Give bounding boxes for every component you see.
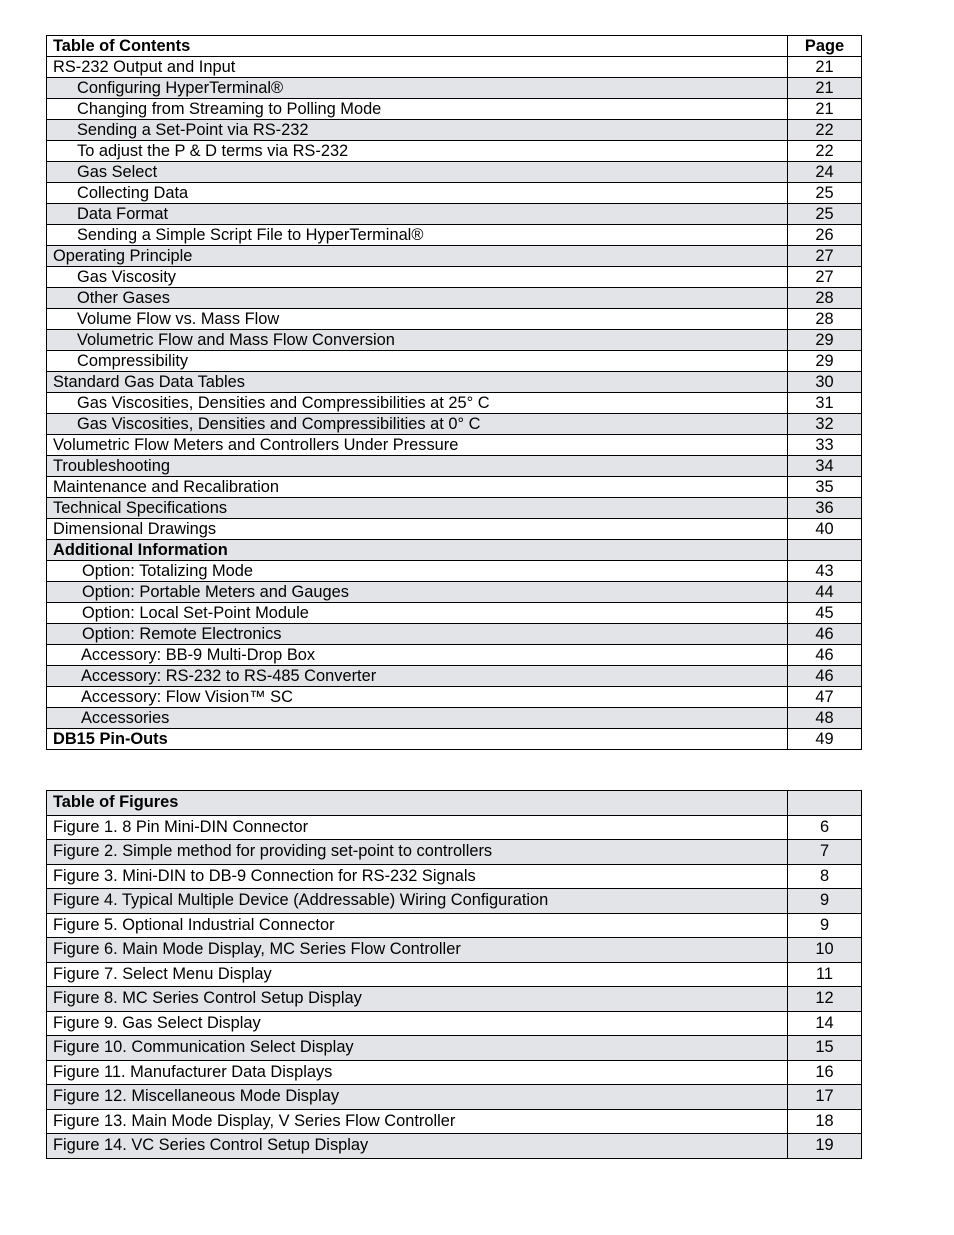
toc-row[interactable] bbox=[47, 666, 862, 687]
toc-entry-title: Dimensional Drawings bbox=[47, 519, 788, 540]
tof-entry-title: Figure 3. Mini-DIN to DB-9 Connection for RS-232 Signals bbox=[47, 864, 788, 889]
toc-row[interactable] bbox=[47, 141, 862, 162]
toc-row[interactable] bbox=[47, 540, 862, 561]
toc-entry-page: 25 bbox=[788, 204, 862, 225]
toc-entry-title: DB15 Pin-Outs bbox=[47, 729, 788, 750]
toc-entry-page: 22 bbox=[788, 120, 862, 141]
toc-entry-page: 45 bbox=[788, 603, 862, 624]
toc-row[interactable] bbox=[47, 456, 862, 477]
toc-row[interactable] bbox=[47, 78, 862, 99]
toc-row[interactable] bbox=[47, 603, 862, 624]
toc-entry-page: 43 bbox=[788, 561, 862, 582]
toc-entry-title: Gas Viscosity bbox=[47, 267, 788, 288]
toc-entry-page: 46 bbox=[788, 666, 862, 687]
tof-entry-title: Figure 11. Manufacturer Data Displays bbox=[47, 1060, 788, 1085]
tof-row[interactable] bbox=[47, 962, 862, 987]
tof-entry-page: 18 bbox=[788, 1109, 862, 1134]
toc-row[interactable] bbox=[47, 372, 862, 393]
table-of-contents bbox=[46, 35, 862, 750]
tof-row[interactable] bbox=[47, 913, 862, 938]
tof-body bbox=[47, 815, 862, 1158]
tof-entry-page: 14 bbox=[788, 1011, 862, 1036]
toc-entry-page: 40 bbox=[788, 519, 862, 540]
tof-row[interactable] bbox=[47, 938, 862, 963]
toc-row[interactable] bbox=[47, 435, 862, 456]
toc-row[interactable] bbox=[47, 309, 862, 330]
toc-row[interactable] bbox=[47, 687, 862, 708]
toc-entry-title: To adjust the P & D terms via RS-232 bbox=[47, 141, 788, 162]
toc-entry-page: 21 bbox=[788, 57, 862, 78]
toc-row[interactable] bbox=[47, 246, 862, 267]
toc-entry-page: 30 bbox=[788, 372, 862, 393]
toc-entry-page: 28 bbox=[788, 288, 862, 309]
toc-entry-page: 46 bbox=[788, 624, 862, 645]
toc-row[interactable] bbox=[47, 582, 862, 603]
toc-entry-title: Accessories bbox=[47, 708, 788, 729]
toc-row[interactable] bbox=[47, 57, 862, 78]
tof-entry-page: 15 bbox=[788, 1036, 862, 1061]
toc-entry-page: 24 bbox=[788, 162, 862, 183]
tof-entry-title: Figure 14. VC Series Control Setup Display bbox=[47, 1134, 788, 1159]
toc-row[interactable] bbox=[47, 729, 862, 750]
toc-entry-page bbox=[788, 540, 862, 561]
toc-row[interactable] bbox=[47, 288, 862, 309]
tof-entry-page: 9 bbox=[788, 913, 862, 938]
tof-entry-title: Figure 10. Communication Select Display bbox=[47, 1036, 788, 1061]
tof-row[interactable] bbox=[47, 1060, 862, 1085]
tof-row[interactable] bbox=[47, 889, 862, 914]
toc-row[interactable] bbox=[47, 708, 862, 729]
toc-entry-page: 33 bbox=[788, 435, 862, 456]
tof-entry-title: Figure 5. Optional Industrial Connector bbox=[47, 913, 788, 938]
toc-row[interactable] bbox=[47, 204, 862, 225]
tof-entry-page: 17 bbox=[788, 1085, 862, 1110]
toc-row[interactable] bbox=[47, 183, 862, 204]
toc-entry-title: Operating Principle bbox=[47, 246, 788, 267]
tof-row[interactable] bbox=[47, 1036, 862, 1061]
tof-row[interactable] bbox=[47, 864, 862, 889]
toc-row[interactable] bbox=[47, 624, 862, 645]
toc-entry-page: 27 bbox=[788, 267, 862, 288]
toc-row[interactable] bbox=[47, 414, 862, 435]
tof-entry-page: 8 bbox=[788, 864, 862, 889]
toc-entry-page: 29 bbox=[788, 330, 862, 351]
tof-entry-title: Figure 7. Select Menu Display bbox=[47, 962, 788, 987]
toc-row[interactable] bbox=[47, 99, 862, 120]
tof-entry-title: Figure 6. Main Mode Display, MC Series Flow Controller bbox=[47, 938, 788, 963]
tof-entry-title: Figure 1. 8 Pin Mini-DIN Connector bbox=[47, 815, 788, 840]
toc-entry-title: Configuring HyperTerminal® bbox=[47, 78, 788, 99]
toc-entry-title: Compressibility bbox=[47, 351, 788, 372]
tof-entry-title: Figure 2. Simple method for providing set-point to controllers bbox=[47, 840, 788, 865]
toc-entry-page: 32 bbox=[788, 414, 862, 435]
toc-row[interactable] bbox=[47, 225, 862, 246]
toc-entry-page: 26 bbox=[788, 225, 862, 246]
toc-entry-title: Volume Flow vs. Mass Flow bbox=[47, 309, 788, 330]
toc-entry-title: Standard Gas Data Tables bbox=[47, 372, 788, 393]
tof-entry-page: 7 bbox=[788, 840, 862, 865]
tof-row[interactable] bbox=[47, 987, 862, 1012]
toc-row[interactable] bbox=[47, 645, 862, 666]
tof-entry-title: Figure 13. Main Mode Display, V Series Flow Controller bbox=[47, 1109, 788, 1134]
toc-entry-title: Maintenance and Recalibration bbox=[47, 477, 788, 498]
tof-entry-page: 16 bbox=[788, 1060, 862, 1085]
toc-entry-title: Accessory: BB-9 Multi-Drop Box bbox=[47, 645, 788, 666]
toc-row[interactable] bbox=[47, 561, 862, 582]
table-of-figures bbox=[46, 790, 862, 1159]
tof-row[interactable] bbox=[47, 1011, 862, 1036]
toc-row[interactable] bbox=[47, 267, 862, 288]
toc-entry-page: 21 bbox=[788, 99, 862, 120]
toc-entry-title: Other Gases bbox=[47, 288, 788, 309]
toc-row[interactable] bbox=[47, 477, 862, 498]
toc-entry-page: 28 bbox=[788, 309, 862, 330]
toc-row[interactable] bbox=[47, 498, 862, 519]
tof-entry-page: 11 bbox=[788, 962, 862, 987]
tof-page-header bbox=[788, 791, 862, 816]
toc-entry-page: 46 bbox=[788, 645, 862, 666]
tof-row[interactable] bbox=[47, 1109, 862, 1134]
toc-entry-title: Accessory: Flow Vision™ SC bbox=[47, 687, 788, 708]
toc-entry-title: Sending a Set-Point via RS-232 bbox=[47, 120, 788, 141]
toc-entry-page: 34 bbox=[788, 456, 862, 477]
toc-row[interactable] bbox=[47, 162, 862, 183]
toc-entry-title: Option: Portable Meters and Gauges bbox=[47, 582, 788, 603]
toc-entry-title: Gas Select bbox=[47, 162, 788, 183]
tof-entry-page: 19 bbox=[788, 1134, 862, 1159]
toc-row[interactable] bbox=[47, 330, 862, 351]
toc-entry-title: RS-232 Output and Input bbox=[47, 57, 788, 78]
toc-entry-title: Volumetric Flow Meters and Controllers Under Pressure bbox=[47, 435, 788, 456]
toc-entry-page: 25 bbox=[788, 183, 862, 204]
tof-entry-title: Figure 8. MC Series Control Setup Display bbox=[47, 987, 788, 1012]
toc-entry-title: Option: Remote Electronics bbox=[47, 624, 788, 645]
toc-entry-page: 35 bbox=[788, 477, 862, 498]
toc-entry-page: 49 bbox=[788, 729, 862, 750]
toc-entry-title: Data Format bbox=[47, 204, 788, 225]
toc-entry-title: Changing from Streaming to Polling Mode bbox=[47, 99, 788, 120]
toc-entry-page: 36 bbox=[788, 498, 862, 519]
tof-entry-page: 10 bbox=[788, 938, 862, 963]
toc-entry-page: 31 bbox=[788, 393, 862, 414]
toc-entry-title: Sending a Simple Script File to HyperTerminal® bbox=[47, 225, 788, 246]
tof-entry-page: 12 bbox=[788, 987, 862, 1012]
tof-entry-page: 6 bbox=[788, 815, 862, 840]
tof-entry-title: Figure 12. Miscellaneous Mode Display bbox=[47, 1085, 788, 1110]
toc-entry-title: Option: Totalizing Mode bbox=[47, 561, 788, 582]
toc-entry-page: 22 bbox=[788, 141, 862, 162]
toc-entry-page: 48 bbox=[788, 708, 862, 729]
toc-header-row bbox=[47, 36, 862, 57]
tof-entry-title: Figure 4. Typical Multiple Device (Addressable) Wiring Configuration bbox=[47, 889, 788, 914]
tof-row[interactable] bbox=[47, 815, 862, 840]
toc-entry-title: Gas Viscosities, Densities and Compressibilities at 0° C bbox=[47, 414, 788, 435]
toc-entry-title: Option: Local Set-Point Module bbox=[47, 603, 788, 624]
toc-entry-title: Troubleshooting bbox=[47, 456, 788, 477]
tof-entry-page: 9 bbox=[788, 889, 862, 914]
toc-page-header: Page bbox=[788, 36, 862, 57]
toc-entry-page: 29 bbox=[788, 351, 862, 372]
tof-row[interactable] bbox=[47, 1134, 862, 1159]
toc-row[interactable] bbox=[47, 519, 862, 540]
toc-entry-title: Additional Information bbox=[47, 540, 788, 561]
tof-row[interactable] bbox=[47, 840, 862, 865]
toc-entry-title: Collecting Data bbox=[47, 183, 788, 204]
toc-entry-title: Accessory: RS-232 to RS-485 Converter bbox=[47, 666, 788, 687]
toc-entry-page: 44 bbox=[788, 582, 862, 603]
toc-entry-page: 47 bbox=[788, 687, 862, 708]
toc-body bbox=[47, 57, 862, 750]
toc-entry-title: Technical Specifications bbox=[47, 498, 788, 519]
toc-entry-page: 27 bbox=[788, 246, 862, 267]
toc-title: Table of Contents bbox=[47, 36, 788, 57]
toc-entry-title: Gas Viscosities, Densities and Compressibilities at 25° C bbox=[47, 393, 788, 414]
toc-row[interactable] bbox=[47, 120, 862, 141]
tof-row[interactable] bbox=[47, 1085, 862, 1110]
tof-title: Table of Figures bbox=[47, 791, 788, 816]
tof-entry-title: Figure 9. Gas Select Display bbox=[47, 1011, 788, 1036]
tof-header-row bbox=[47, 791, 862, 816]
toc-row[interactable] bbox=[47, 351, 862, 372]
toc-entry-page: 21 bbox=[788, 78, 862, 99]
toc-entry-title: Volumetric Flow and Mass Flow Conversion bbox=[47, 330, 788, 351]
toc-row[interactable] bbox=[47, 393, 862, 414]
